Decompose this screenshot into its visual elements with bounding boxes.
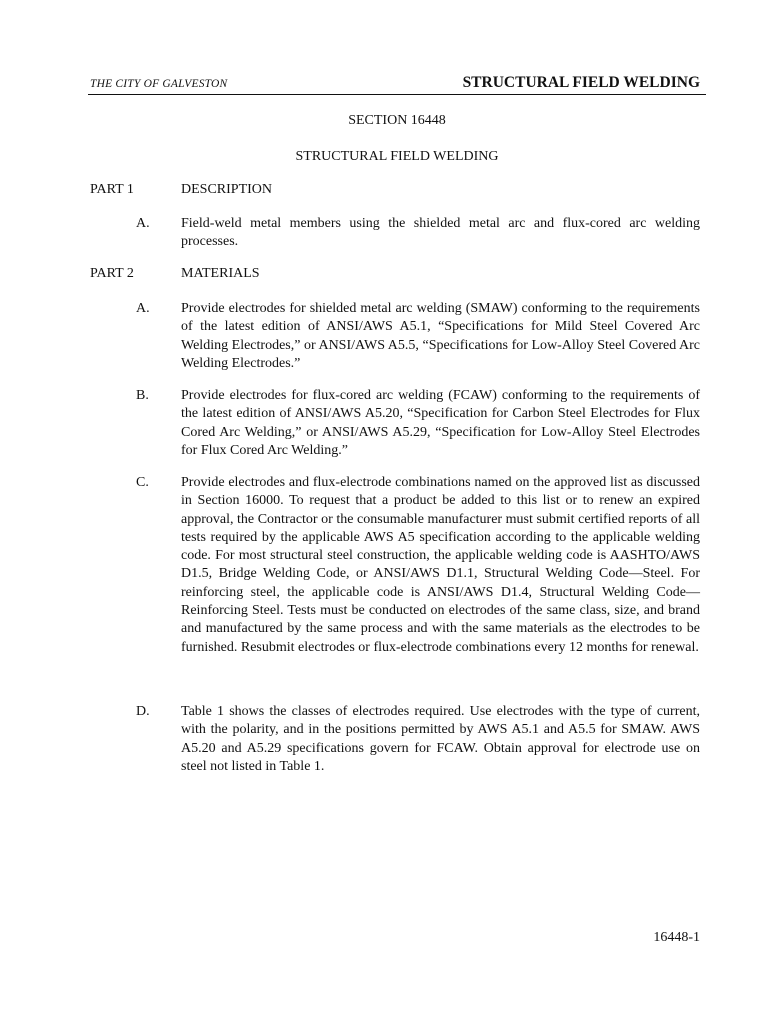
item-letter: A.: [136, 216, 150, 231]
item-text: Provide electrodes and flux-electrode combinations named on the approved list as discussed in Section 16000. To request that a product be added to this list or to renew an expired approval, the Contractor or the consumable manufacturer must submit certified reports of all tests required by the applicable AWS A5 specification according to the applicable welding code. For most structural steel construction, the applicable welding code is AASHTO/AWS D1.5, Bridge Welding Code, or ANSI/AWS D1.1, Structural Welding Code—Steel. For reinforcing steel, the applicable code is ANSI/AWS D1.4, Structural Welding Code—Reinforcing Steel. Tests must be conducted on electrodes of the same class, size, and brand and manufactured by the same process and with the same materials as the electrodes to be furnished. Resubmit electrodes or flux-electrode combinations every 12 months for renewal.: [181, 475, 700, 655]
part-1-item-a: [90, 215, 700, 253]
part-number: PART 1: [90, 182, 134, 197]
item-letter: A.: [136, 301, 150, 316]
part-title: DESCRIPTION: [181, 182, 273, 197]
section-title: STRUCTURAL FIELD WELDING: [295, 149, 499, 164]
header-divider: [88, 94, 706, 95]
item-letter: C.: [136, 475, 149, 490]
item-text: Provide electrodes for flux-cored arc welding (FCAW) conforming to the requirements of the latest edition of ANSI/AWS A5.20, “Specification for Carbon Steel Electrodes for Flux Cored Arc Welding,” or ANSI/AWS A5.29, “Specification for Low-Alloy Steel Electrodes for Flux Cored Arc Welding.”: [181, 388, 700, 458]
item-letter: D.: [136, 704, 150, 719]
part-title: MATERIALS: [181, 266, 260, 281]
part-2-item-c: [90, 474, 700, 686]
part-2-item-d: [90, 703, 700, 777]
item-letter: B.: [136, 388, 149, 403]
header-document-title: STRUCTURAL FIELD WELDING: [462, 74, 700, 91]
section-number: SECTION 16448: [348, 113, 446, 128]
item-text: Provide electrodes for shielded metal arc welding (SMAW) conforming to the requirements of the latest edition of ANSI/AWS A5.1, “Specifications for Mild Steel Covered Arc Welding Electrodes,” or ANSI/AWS A5.5, “Specifications for Low-Alloy Steel Covered Arc Welding Electrodes.”: [181, 301, 700, 371]
part-number: PART 2: [90, 266, 134, 281]
part-2-item-b: [90, 387, 700, 461]
item-text: Table 1 shows the classes of electrodes required. Use electrodes with the type of current, with the polarity, and in the positions permitted by AWS A5.1 and A5.5 for SMAW. AWS A5.20 and A5.29 specifications govern for FCAW. Obtain approval for electrode use on steel not listed in Table 1.: [181, 704, 700, 774]
header-organization: THE CITY OF GALVESTON: [90, 78, 228, 90]
page-number: 16448-1: [653, 930, 700, 945]
item-text: Field-weld metal members using the shielded metal arc and flux-cored arc welding processes.: [181, 216, 700, 250]
part-2-item-a: [90, 300, 700, 374]
